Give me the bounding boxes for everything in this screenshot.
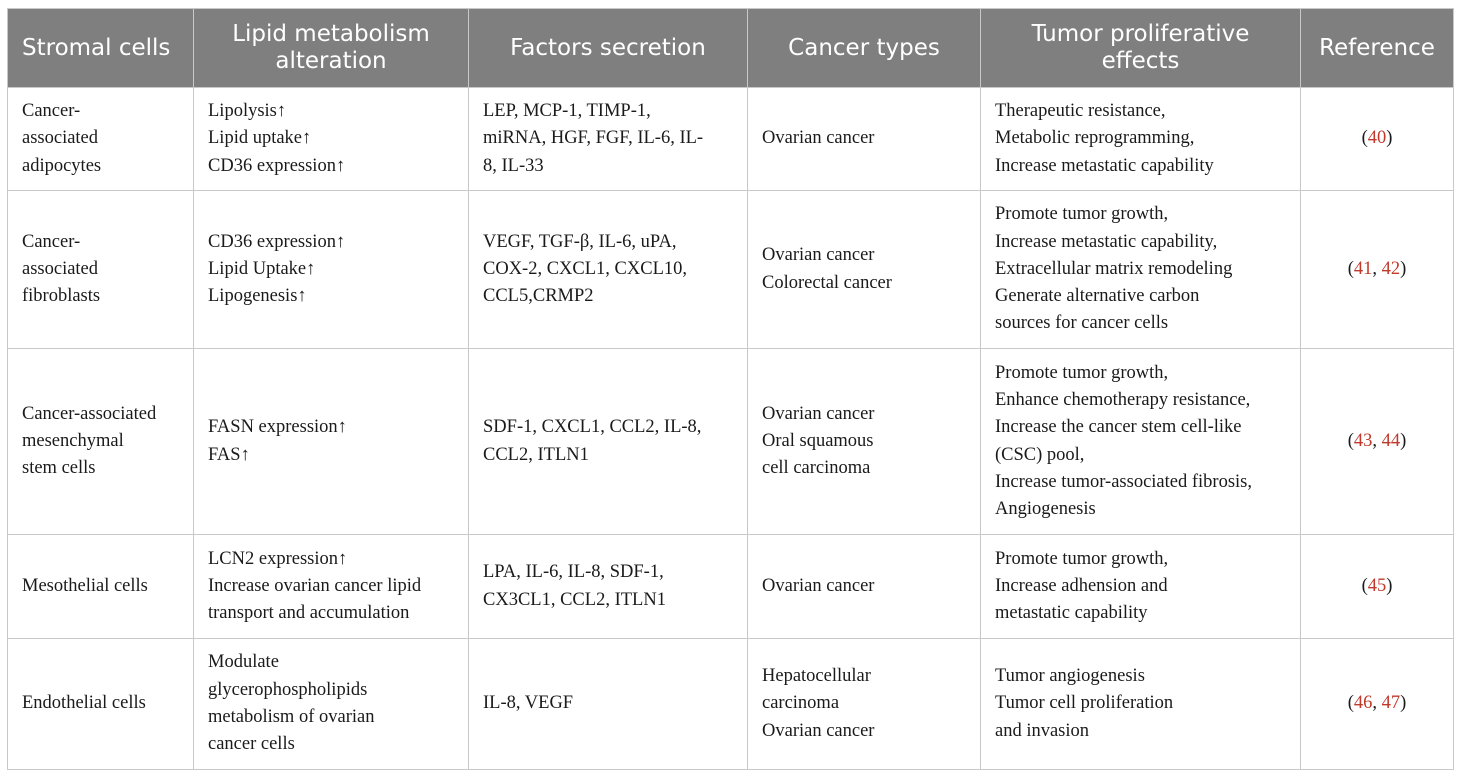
cell-factors: SDF-1, CXCL1, CCL2, IL-8, CCL2, ITLN1 [469,349,748,535]
cell-cancer-types: Ovarian cancer [748,88,981,191]
table-row [8,535,1454,639]
reference-link[interactable]: 44 [1381,430,1401,451]
cell-stromal-cells: Endothelial cells [8,639,194,770]
reference-link[interactable]: 41 [1353,258,1373,279]
cell-factors: VEGF, TGF-β, IL-6, uPA, COX-2, CXCL1, CXCL10, CCL5,CRMP2 [469,191,748,349]
reference-link[interactable]: 45 [1367,575,1387,596]
cell-cancer-types: Hepatocellular carcinoma Ovarian cancer [748,639,981,770]
reference-link[interactable]: 40 [1367,128,1387,149]
cell-effects: Tumor angiogenesis Tumor cell proliferation and invasion [981,639,1301,770]
cell-reference: (45) [1301,535,1454,639]
cell-lipid-alteration: FASN expression↑ FAS↑ [194,349,469,535]
table-row [8,639,1454,770]
cell-effects: Promote tumor growth, Increase adhension and metastatic capability [981,535,1301,639]
table-row [8,191,1454,349]
cell-effects: Promote tumor growth, Increase metastatic capability, Extracellular matrix remodeling Generate alternative carbon sources for cancer cells [981,191,1301,349]
header-row [8,9,1454,88]
stromal-cells-table [7,8,1454,770]
cell-reference: (46, 47) [1301,639,1454,770]
table-row [8,349,1454,535]
header-lipid-metabolism: Lipid metabolism alteration [194,9,469,88]
header-factors-secretion: Factors secretion [469,9,748,88]
cell-lipid-alteration: CD36 expression↑ Lipid Uptake↑ Lipogenesis↑ [194,191,469,349]
reference-link[interactable]: 46 [1353,693,1373,714]
reference-link[interactable]: 42 [1381,258,1401,279]
cell-cancer-types: Ovarian cancer [748,535,981,639]
cell-lipid-alteration: LCN2 expression↑ Increase ovarian cancer lipid transport and accumulation [194,535,469,639]
cell-effects: Promote tumor growth, Enhance chemotherapy resistance, Increase the cancer stem cell-like (CSC) pool, Increase tumor-associated fibrosis, Angiogenesis [981,349,1301,535]
cell-stromal-cells: Cancer-associated mesenchymal stem cells [8,349,194,535]
header-reference: Reference [1301,9,1454,88]
cell-factors: LPA, IL-6, IL-8, SDF-1, CX3CL1, CCL2, ITLN1 [469,535,748,639]
cell-stromal-cells: Mesothelial cells [8,535,194,639]
cell-reference: (40) [1301,88,1454,191]
cell-factors: LEP, MCP-1, TIMP-1, miRNA, HGF, FGF, IL-6, IL- 8, IL-33 [469,88,748,191]
reference-link[interactable]: 43 [1353,430,1373,451]
cell-stromal-cells: Cancer- associated fibroblasts [8,191,194,349]
cell-factors: IL-8, VEGF [469,639,748,770]
cell-stromal-cells: Cancer- associated adipocytes [8,88,194,191]
table-row [8,88,1454,191]
cell-lipid-alteration: Lipolysis↑ Lipid uptake↑ CD36 expression↑ [194,88,469,191]
cell-cancer-types: Ovarian cancer Oral squamous cell carcinoma [748,349,981,535]
header-tumor-effects: Tumor proliferative effects [981,9,1301,88]
cell-lipid-alteration: Modulate glycerophospholipids metabolism of ovarian cancer cells [194,639,469,770]
header-stromal-cells: Stromal cells [8,9,194,88]
cell-cancer-types: Ovarian cancer Colorectal cancer [748,191,981,349]
cell-reference: (41, 42) [1301,191,1454,349]
cell-reference: (43, 44) [1301,349,1454,535]
header-cancer-types: Cancer types [748,9,981,88]
reference-link[interactable]: 47 [1381,693,1401,714]
cell-effects: Therapeutic resistance, Metabolic reprogramming, Increase metastatic capability [981,88,1301,191]
